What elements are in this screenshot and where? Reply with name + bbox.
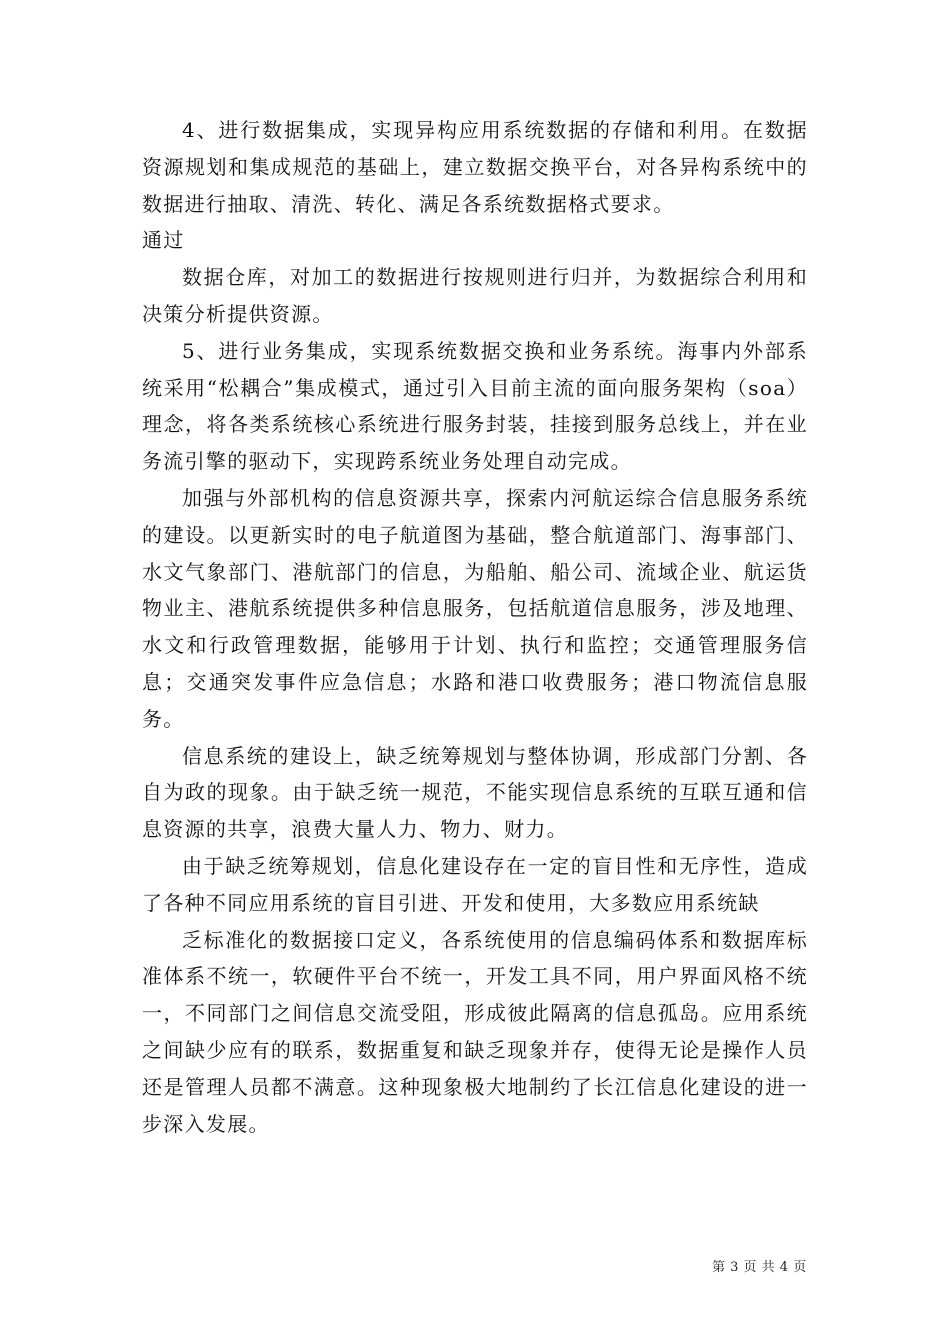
paragraph-2: 通过: [142, 228, 185, 253]
page-number: 第 3 页 共 4 页: [712, 1260, 807, 1275]
paragraph-8: 乏标准化的数据接口定义，各系统使用的信息编码体系和数据库标准体系不统一，软硬件平台不统一，开发工具不同，用户界面风格不统一，不同部门之间信息交流受阻，形成彼此隔离的信息孤岛。应用系统之间缺少应有的联系，数据重复和缺乏现象并存，使得无论是操作人员还是管理人员都不满意。这种现象极大地制约了长江信息化建设的进一步深入发展。: [142, 927, 808, 1136]
paragraph-5: 加强与外部机构的信息资源共享，探索内河航运综合信息服务系统的建设。以更新实时的电子航道图为基础，整合航道部门、海事部门、水文气象部门、港航部门的信息，为船舶、船公司、流域企业、航运货物业主、港航系统提供多种信息服务，包括航道信息服务，涉及地理、水文和行政管理数据，能够用于计划、执行和监控；交通管理服务信息；交通突发事件应急信息；水路和港口收费服务；港口物流信息服务。: [142, 485, 808, 731]
paragraph-6: 信息系统的建设上，缺乏统筹规划与整体协调，形成部门分割、各自为政的现象。由于缺乏统一规范，不能实现信息系统的互联互通和信息资源的共享，浪费大量人力、物力、财力。: [142, 743, 808, 842]
paragraph-4: 5、进行业务集成，实现系统数据交换和业务系统。海事内外部系统采用“松耦合”集成模式，通过引入目前主流的面向服务架构（soa）理念，将各类系统核心系统进行服务封装，挂接到服务总线上，并在业务流引擎的驱动下，实现跨系统业务处理自动完成。: [142, 338, 808, 474]
paragraph-1: 4、进行数据集成，实现异构应用系统数据的存储和利用。在数据资源规划和集成规范的基础上，建立数据交换平台，对各异构系统中的数据进行抽取、清洗、转化、满足各系统数据格式要求。: [142, 118, 808, 216]
paragraph-3: 数据仓库，对加工的数据进行按规则进行归并，为数据综合利用和决策分析提供资源。: [142, 265, 808, 326]
body-text: [142, 112, 808, 1142]
paragraph-7: 由于缺乏统筹规划，信息化建设存在一定的盲目性和无序性，造成了各种不同应用系统的盲目引进、开发和使用，大多数应用系统缺: [142, 853, 808, 915]
